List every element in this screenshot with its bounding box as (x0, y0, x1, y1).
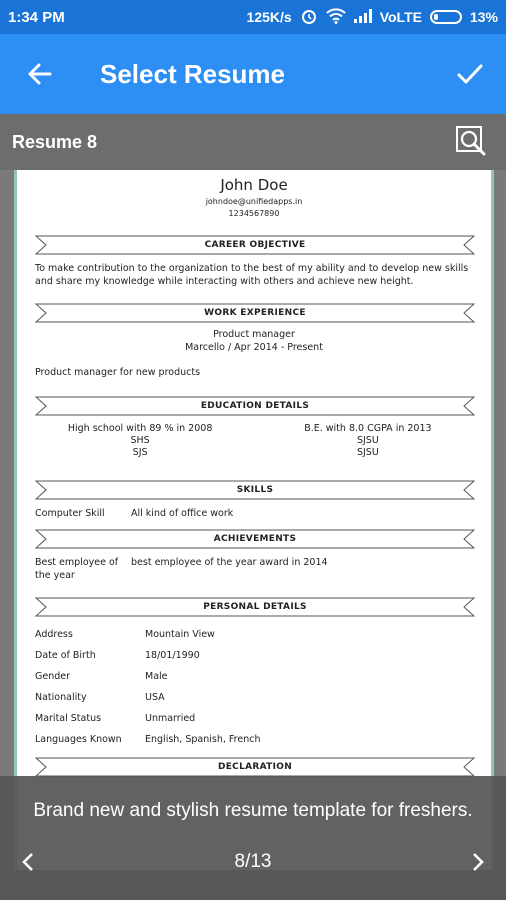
resume-title: Resume 8 (12, 131, 98, 152)
personal-details-list (35, 624, 473, 750)
wifi-icon (326, 8, 346, 27)
career-objective-text: To make contribution to the organization to the best of my ability and to develop new skills and share my knowledge while interacting with others and achieve new height. (35, 263, 469, 287)
pager (0, 848, 506, 876)
section-work-experience: WORK EXPERIENCE (35, 302, 473, 324)
arrow-left-icon (26, 60, 54, 88)
magnifier-icon (455, 125, 489, 159)
chevron-left-icon (20, 852, 36, 872)
section-achievements: ACHIEVEMENTS (35, 528, 473, 550)
personal-row: Gender Male (35, 671, 168, 682)
prev-button[interactable] (14, 848, 42, 876)
zoom-button[interactable] (454, 124, 490, 160)
check-icon (455, 59, 485, 89)
personal-row: Languages Known English, Spanish, French (35, 734, 261, 745)
status-time: 1:34 PM (8, 8, 65, 26)
resume-phone: 1234567890 (228, 209, 280, 218)
section-career-objective: CAREER OBJECTIVE (35, 234, 473, 256)
personal-row: Address Mountain View (35, 629, 215, 640)
caption-overlay (0, 776, 506, 900)
status-bar (0, 0, 506, 34)
back-button[interactable] (12, 46, 68, 102)
network-speed: 125K/s (246, 9, 292, 25)
next-button[interactable] (464, 848, 492, 876)
signal-icon (354, 9, 372, 26)
work-company: Marcello / Apr 2014 - Present (185, 342, 323, 353)
section-education: EDUCATION DETAILS (35, 395, 473, 417)
resume-email: johndoe@unifiedapps.in (205, 197, 303, 206)
resume-name: John Doe (220, 176, 288, 194)
resume-preview[interactable] (14, 170, 494, 870)
confirm-button[interactable] (442, 46, 498, 102)
personal-row: Nationality USA (35, 692, 165, 703)
work-role: Product manager (213, 329, 295, 340)
page-indicator: 8/13 (234, 851, 272, 872)
page-title: Select Resume (100, 58, 285, 89)
section-personal-details: PERSONAL DETAILS (35, 596, 473, 618)
battery-level: 13% (469, 9, 498, 25)
template-caption: Brand new and stylish resume template for freshers. (33, 800, 473, 821)
section-declaration: DECLARATION (35, 756, 473, 778)
network-type: VoLTE (379, 9, 422, 25)
skill-row: Computer Skill All kind of office work (35, 508, 234, 519)
battery-icon (430, 10, 462, 24)
app-bar (0, 34, 506, 114)
education-item: B.E. with 8.0 CGPA in 2013 SJSU SJSU (304, 423, 432, 458)
personal-row: Date of Birth 18/01/1990 (35, 650, 200, 661)
personal-row: Marital Status Unmarried (35, 713, 196, 724)
work-description: Product manager for new products (35, 367, 201, 378)
alarm-icon (300, 7, 318, 28)
education-item: High school with 89 % in 2008 SHS SJS (67, 423, 213, 458)
achievement-row: Best employee of the year best employee of the year award in 2014 (35, 557, 328, 581)
section-skills: SKILLS (35, 479, 473, 501)
education-list (35, 423, 473, 459)
resume-header (0, 114, 506, 170)
chevron-right-icon (470, 852, 486, 872)
